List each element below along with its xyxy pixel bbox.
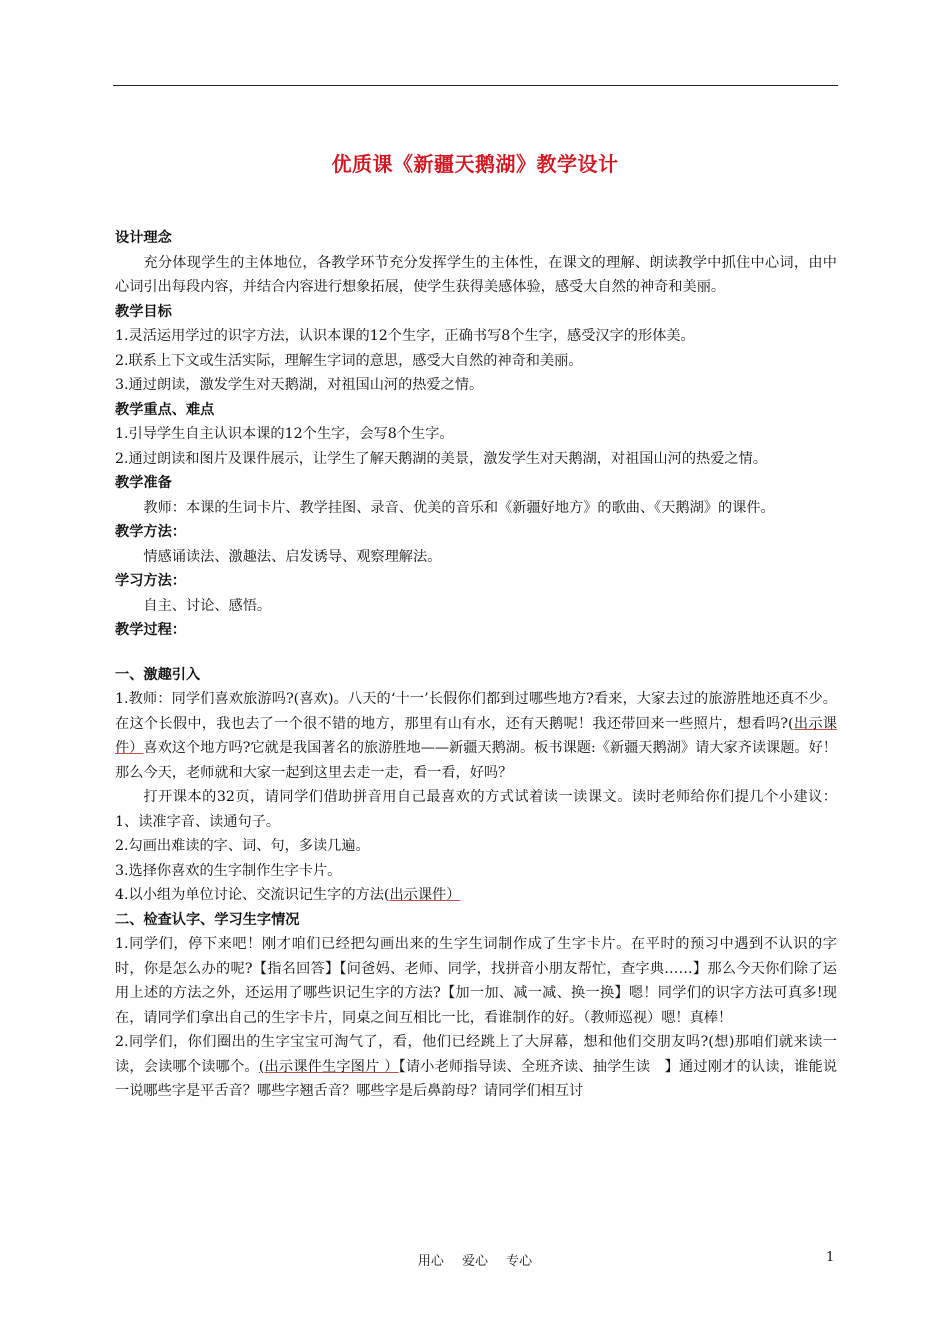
header-rule (113, 85, 838, 86)
list-item: 3.通过朗读，激发学生对天鹅湖，对祖国山河的热爱之情。 (115, 377, 484, 393)
page-number: 1 (826, 1250, 835, 1265)
paragraph: 自主、讨论、感悟。 (143, 597, 272, 614)
list-item: 2.通过朗读和图片及课件展示，让学生了解天鹅湖的美景，激发学生对天鹅湖，对祖国山河的热爱之情。 (115, 450, 767, 467)
list-item: 2.联系上下文或生活实际，理解生字词的意思，感受大自然的神奇和美丽。 (115, 352, 583, 369)
document-title: 优质课《新疆天鹅湖》教学设计 (331, 152, 619, 176)
text-run: 【请小老师指导读、全班齐读、抽学生读 】通过刚才的认读，谁能说一说哪些字是平舌音？哪些字翘舌音？哪些字是后鼻韵母？请同学们相互讨 (115, 1058, 838, 1099)
paragraph: 教师：本课的生词卡片、教学挂图、录音、优美的音乐和《新疆好地方》的歌曲、《天鹅湖》的课件。 (143, 499, 775, 516)
list-item: 1.同学们，停下来吧！刚才咱们已经把勾画出来的生字生词制作成了生字卡片。在平时的预习中遇到不认识的字时，你是怎么办的呢?【指名回答】【问爸妈、老师、同学，找拼音小朋友帮忙，查字典……】那么今天你们除了运用上述的方法之外，还运用了哪些识记生字的方法?【加一加、减一减、换一换】嗯！同学们的识字方法可真多!现在，请同学们拿出自己的生字卡片，同桌之间互相比一比，看谁制作的好。（教师巡视）嗯！真棒！ (115, 936, 837, 1026)
list-item: 1.引导学生自主认识本课的12个生字，会写8个生字。 (115, 426, 454, 442)
paragraph: 打开课本的32页，请同学们借助拼音用自己最喜欢的方式试着读一读课文。读时老师给你们提几个小建议：1、读准字音、读通句子。 (115, 789, 837, 830)
text-run: 2.同学们，你们圈出的生字宝宝可淘气了，看，他们已经跳上了大屏幕，想和他们交朋友吗?(想)那咱们就来读一读，会读哪个读哪个。 (115, 1034, 837, 1075)
text-run: 喜欢这个地方吗?它就是我国著名的旅游胜地——新疆天鹅湖。板书课题:《新疆天鹅湖》请大家齐读课题。好！那么今天，老师就和大家一起到这里去走一走，看一看，好吗？ (115, 740, 837, 781)
section-heading: 设计理念 (115, 230, 172, 246)
text-run: 4.以小组为单位讨论、交流识记生字的方法( (115, 887, 390, 903)
courseware-note: 出示课件） (115, 715, 837, 756)
section-heading: 教学过程： (115, 622, 186, 638)
courseware-note: 出示课件） (389, 887, 461, 903)
list-item: 2.勾画出难读的字、词、句，多读几遍。 (115, 838, 370, 854)
text-run: 1.教师：同学们喜欢旅游吗?(喜欢)。八天的‘十一’长假你们都到过哪些地方?看来，大家去过的旅游胜地还真不少。在这个长假中，我也去了一个很不错的地方，那里有山有水，还有天鹅呢！我还带回来一些照片，想看吗?( (115, 691, 837, 732)
spacer (115, 643, 837, 663)
section-heading: 学习方法： (115, 573, 186, 589)
section-heading: 教学方法： (115, 524, 186, 540)
document-body (115, 226, 837, 1104)
section-heading: 一、激趣引入 (115, 666, 201, 683)
section-heading: 教学目标 (115, 303, 172, 320)
section-heading: 教学重点、难点 (115, 401, 215, 418)
list-item (115, 687, 837, 785)
list-item (115, 1030, 837, 1104)
footer-motto: 用心 爱心 专心 (417, 1254, 533, 1269)
section-heading: 教学准备 (115, 475, 172, 491)
paragraph: 情感诵读法、激趣法、启发诱导、观察理解法。 (143, 548, 442, 565)
list-item (115, 883, 837, 908)
list-item: 1.灵活运用学过的识字方法，认识本课的12个生字，正确书写8个生字，感受汉字的形体美。 (115, 328, 695, 344)
courseware-note: (出示课件生字图片 ） (258, 1058, 399, 1075)
section-heading: 二、检查认字、学习生字情况 (115, 911, 300, 928)
paragraph: 充分体现学生的主体地位，各教学环节充分发挥学生的主体性，在课文的理解、朗读教学中抓住中心词，由中心词引出每段内容，并结合内容进行想象拓展，使学生获得美感体验，感受大自然的神奇和美丽。 (115, 254, 837, 295)
list-item: 3.选择你喜欢的生字制作生字卡片。 (115, 862, 342, 879)
